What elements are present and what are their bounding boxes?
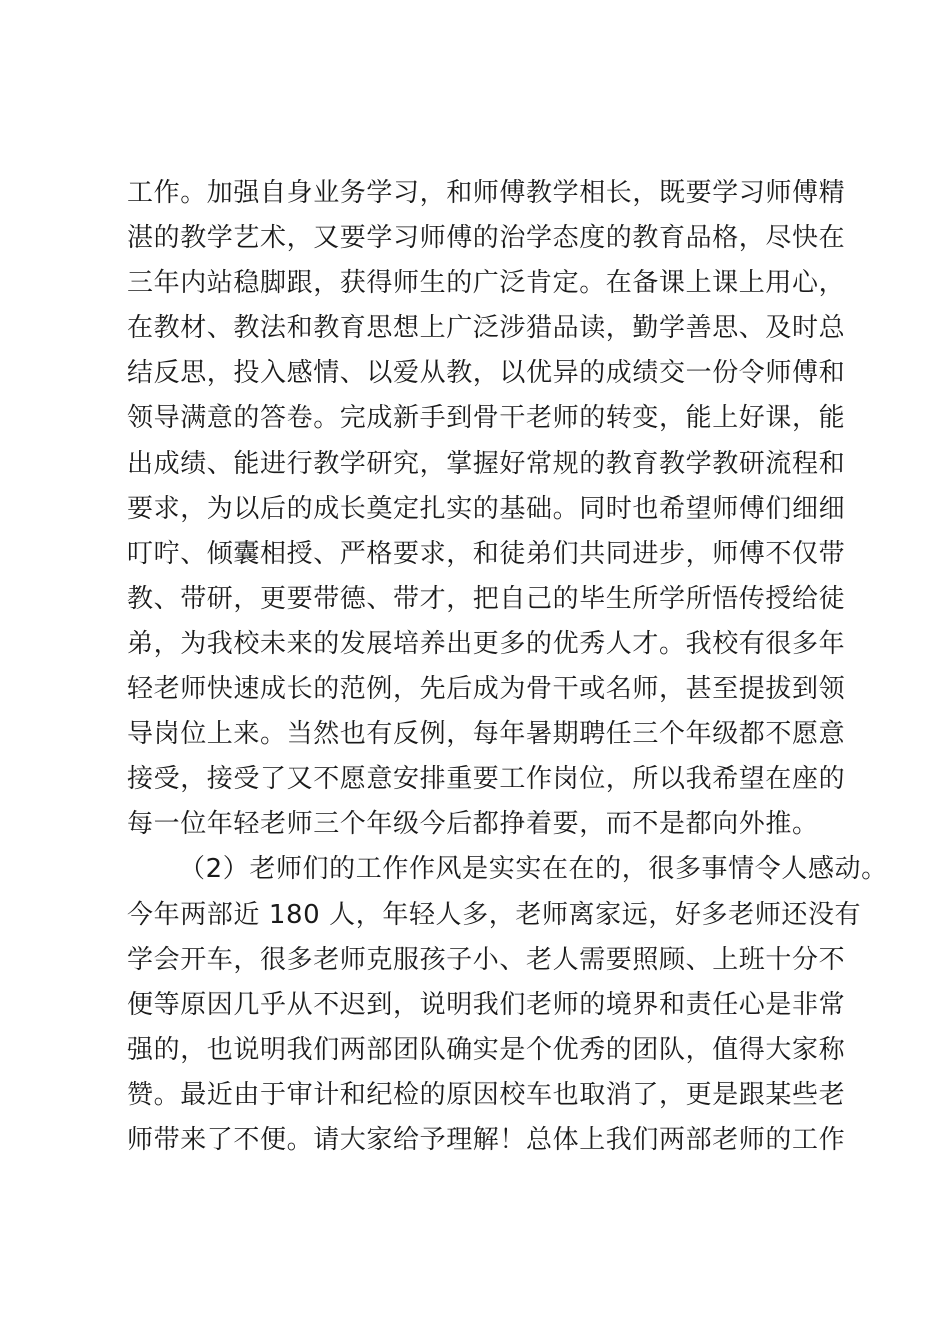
paragraph-start-line: （2）老师们的工作作风是实实在在的，很多事情令人感动。 [179, 854, 888, 885]
text-line: 赞。最近由于审计和纪检的原因校车也取消了，更是跟某些老 [127, 1079, 846, 1110]
text-line: 每一位年轻老师三个年级今后都挣着要，而不是都向外推。 [127, 809, 819, 840]
text-line: 领导满意的答卷。完成新手到骨干老师的转变，能上好课，能 [127, 403, 846, 434]
text-line: 工作。加强自身业务学习，和师傅教学相长，既要学习师傅精 [127, 178, 846, 208]
text-line: 出成绩、能进行教学研究，掌握好常规的教育教学教研流程和 [127, 448, 846, 479]
text-line: 在教材、教法和教育思想上广泛涉猎品读，勤学善思、及时总 [127, 313, 846, 344]
text-line: 今年两部近 180 人，年轻人多，老师离家远，好多老师还没有 [127, 899, 862, 930]
text-line: 弟，为我校未来的发展培养出更多的优秀人才。我校有很多年 [127, 628, 846, 659]
text-line: 便等原因几乎从不迟到，说明我们老师的境界和责任心是非常 [127, 989, 846, 1020]
text-line: 师带来了不便。请大家给予理解！总体上我们两部老师的工作 [127, 1124, 846, 1155]
text-line: 导岗位上来。当然也有反例，每年暑期聘任三个年级都不愿意 [127, 719, 846, 750]
body-text [127, 171, 888, 1163]
text-line: 学会开车，很多老师克服孩子小、老人需要照顾、上班十分不 [127, 944, 846, 975]
text-line: 接受，接受了又不愿意安排重要工作岗位，所以我希望在座的 [127, 764, 846, 795]
text-line: 叮咛、倾囊相授、严格要求，和徒弟们共同进步，师傅不仅带 [127, 538, 846, 569]
text-line: 湛的教学艺术，又要学习师傅的治学态度的教育品格，尽快在 [127, 223, 846, 254]
text-line: 要求，为以后的成长奠定扎实的基础。同时也希望师傅们细细 [127, 493, 846, 524]
text-line: 教、带研，更要带德、带才，把自己的毕生所学所悟传授给徒 [127, 583, 846, 614]
text-line: 三年内站稳脚跟，获得师生的广泛肯定。在备课上课上用心， [127, 268, 846, 299]
text-line: 结反思，投入感情、以爱从教，以优异的成绩交一份令师傅和 [127, 358, 846, 389]
text-line: 轻老师快速成长的范例，先后成为骨干或名师，甚至提拔到领 [127, 674, 846, 705]
text-line: 强的，也说明我们两部团队确实是个优秀的团队，值得大家称 [127, 1034, 846, 1065]
